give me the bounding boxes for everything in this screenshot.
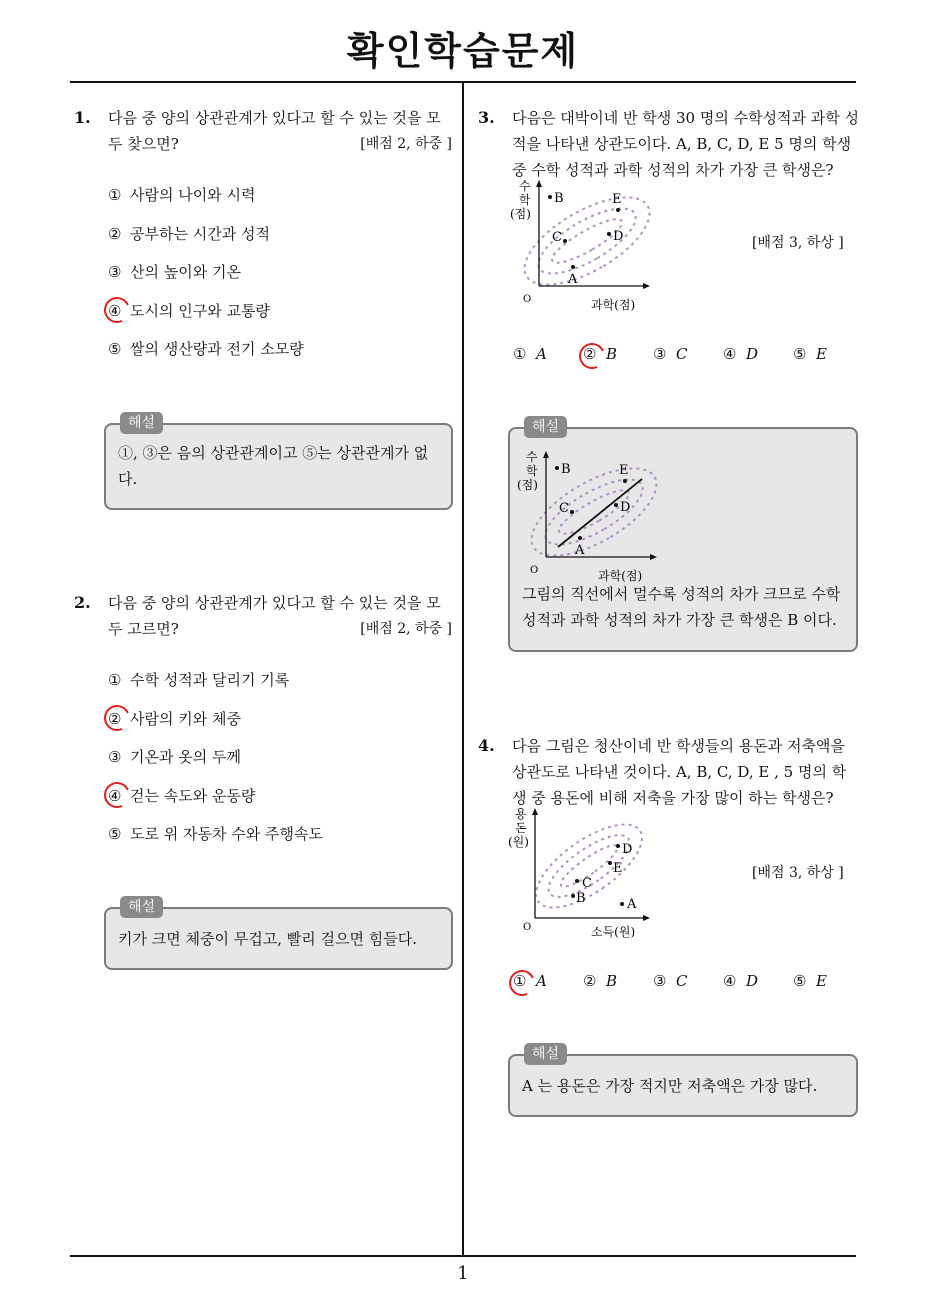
question-number: 1.	[74, 108, 91, 127]
svg-text:C: C	[559, 501, 569, 516]
score-label: [배점 2, 하중 ]	[360, 621, 452, 637]
y-axis-arrow	[536, 180, 542, 187]
page-number: 1	[457, 1263, 469, 1284]
option-item[interactable]: ① 수학 성적과 달리기 기록	[108, 671, 290, 689]
y-axis-label: (점)	[517, 478, 538, 492]
question-3	[478, 105, 860, 183]
y-axis-label: 학	[526, 464, 538, 478]
y-axis-label: 수	[526, 450, 538, 464]
question-text: 다음 그림은 청산이네 반 학생들의 용돈과 저축액을 상관도로 나타낸 것이다. A, B, C, D, E , 5 명의 학생 중 용돈에 비해 저축을 가장 많이 하는 학생은?	[512, 737, 847, 807]
option-item[interactable]: ③ C	[653, 345, 688, 363]
option-item[interactable]: ② 사람의 키와 체중	[108, 706, 448, 745]
svg-text:B: B	[554, 191, 564, 206]
option-item[interactable]: ③ C	[653, 972, 688, 990]
explanation-box	[104, 415, 453, 510]
svg-text:D: D	[620, 500, 631, 515]
explanation-text: 키가 크면 체중이 무겁고, 빨리 걸으면 힘들다.	[118, 930, 417, 948]
x-axis-label: 과학(점)	[591, 298, 636, 312]
option-item[interactable]: ④ 걷는 속도와 운동량	[108, 783, 448, 822]
data-point	[616, 842, 632, 857]
question-text: 다음 중 양의 상관관계가 있다고 할 수 있는 것을 모두 찾으면?	[108, 109, 441, 153]
origin-label: O	[523, 294, 532, 305]
data-point	[608, 861, 623, 876]
svg-text:E: E	[619, 463, 629, 478]
data-point	[559, 501, 574, 516]
scatter-cloud	[540, 825, 638, 908]
explanation-tag: 해설	[524, 416, 567, 438]
svg-text:A: A	[568, 272, 578, 287]
y-axis-arrow	[543, 451, 549, 458]
svg-text:D: D	[622, 842, 633, 857]
explanation-tag: 해설	[120, 412, 163, 434]
answer-circle-mark	[505, 966, 538, 999]
svg-text:B: B	[576, 891, 586, 906]
explanation-box	[508, 1046, 858, 1117]
svg-text:D: D	[613, 229, 624, 244]
svg-text:A: A	[627, 897, 637, 912]
score-label: [배점 2, 하중 ]	[360, 136, 452, 152]
y-axis-arrow	[532, 808, 538, 815]
y-axis-label: (점)	[510, 207, 531, 221]
option-item[interactable]: ⑤ E	[793, 972, 827, 990]
y-axis-label: 용	[515, 807, 527, 821]
question-1	[74, 105, 454, 157]
data-point	[548, 191, 564, 206]
bottom-rule	[70, 1255, 856, 1257]
svg-text:B: B	[561, 462, 571, 477]
origin-label: O	[530, 565, 539, 576]
explanation-text: ①, ③은 음의 상관관계이고 ⑤는 상관관계가 없다.	[118, 444, 429, 488]
option-item[interactable]: ④ D	[723, 972, 759, 990]
scatter-cloud	[518, 451, 667, 573]
y-axis-label: (원)	[508, 835, 529, 849]
explanation-tag: 해설	[524, 1043, 567, 1065]
q2-options	[108, 667, 448, 860]
data-point	[552, 230, 567, 245]
option-item[interactable]: ③ 산의 높이와 기온	[108, 263, 241, 282]
y-axis-label: 돈	[515, 821, 527, 835]
option-item[interactable]: ⑤ 도로 위 자동차 수와 주행속도	[108, 825, 323, 844]
option-item[interactable]: ② B	[583, 972, 618, 990]
q3-solution-plot	[512, 449, 667, 584]
scatter-cloud	[536, 467, 651, 557]
x-axis-arrow	[643, 915, 650, 921]
data-point	[555, 462, 571, 477]
explanation-box	[104, 899, 453, 970]
x-axis-arrow	[650, 554, 657, 560]
q3-scatter-plot	[505, 178, 660, 313]
svg-text:E: E	[613, 861, 623, 876]
origin-label: O	[523, 922, 532, 933]
option-item[interactable]: ⑤ 쌀의 생산량과 전기 소모량	[108, 340, 304, 359]
option-item[interactable]: ③ 기온과 옷의 두께	[108, 748, 241, 767]
option-item[interactable]: ⑤ E	[793, 345, 827, 363]
question-number: 3.	[478, 108, 495, 127]
question-text: 다음은 대박이네 반 학생 30 명의 수학성적과 과학 성적을 나타낸 상관도이다. A, B, C, D, E 5 명의 학생 중 수학 성적과 과학 성적의 차가 가장 큰 학생은?	[512, 109, 860, 179]
option-item[interactable]: ② 공부하는 시간과 성적	[108, 224, 270, 243]
answer-circle-mark	[575, 339, 608, 372]
option-item[interactable]: ① 사람의 나이와 시력	[108, 186, 256, 204]
score-label: [배점 3, 하상 ]	[752, 865, 844, 881]
svg-text:C: C	[552, 230, 562, 245]
explanation-text: 그림의 직선에서 멀수록 성적의 차가 크므로 수학 성적과 과학 성적의 차가 가장 큰 학생은 B 이다.	[522, 585, 841, 629]
option-item[interactable]: ② B	[583, 345, 617, 363]
option-item[interactable]: ① A	[513, 972, 547, 990]
page-title: 확인학습문제	[346, 29, 580, 73]
x-axis-arrow	[643, 283, 650, 289]
question-number: 2.	[74, 593, 91, 612]
svg-text:C: C	[582, 876, 592, 891]
question-text: 다음 중 양의 상관관계가 있다고 할 수 있는 것을 모두 고르면?	[108, 594, 441, 638]
question-4	[478, 733, 860, 811]
q1-options	[108, 182, 448, 375]
scatter-cloud	[511, 180, 660, 302]
column-divider	[462, 82, 464, 1257]
question-2	[74, 590, 454, 642]
data-point	[620, 897, 637, 912]
option-item[interactable]: ④ 도시의 인구와 교통량	[108, 298, 448, 337]
data-point	[614, 500, 630, 515]
question-number: 4.	[478, 736, 495, 755]
q4-scatter-plot	[505, 806, 660, 941]
score-label: [배점 3, 하상 ]	[752, 235, 844, 251]
option-item[interactable]: ① A	[513, 345, 547, 363]
x-axis-label: 소득(원)	[591, 925, 636, 939]
y-axis-label: 학	[519, 193, 531, 207]
svg-text:E: E	[612, 192, 622, 207]
y-axis-label: 수	[519, 179, 531, 193]
explanation-text: A 는 용돈은 가장 적지만 저축액은 가장 많다.	[522, 1077, 818, 1095]
explanation-box	[508, 419, 858, 652]
svg-text:A: A	[575, 543, 585, 558]
explanation-tag: 해설	[120, 896, 163, 918]
option-item[interactable]: ④ D	[723, 345, 759, 363]
data-point	[575, 876, 592, 891]
data-point	[607, 229, 623, 244]
scatter-cloud	[529, 196, 644, 286]
x-axis-label: 과학(점)	[598, 569, 643, 583]
